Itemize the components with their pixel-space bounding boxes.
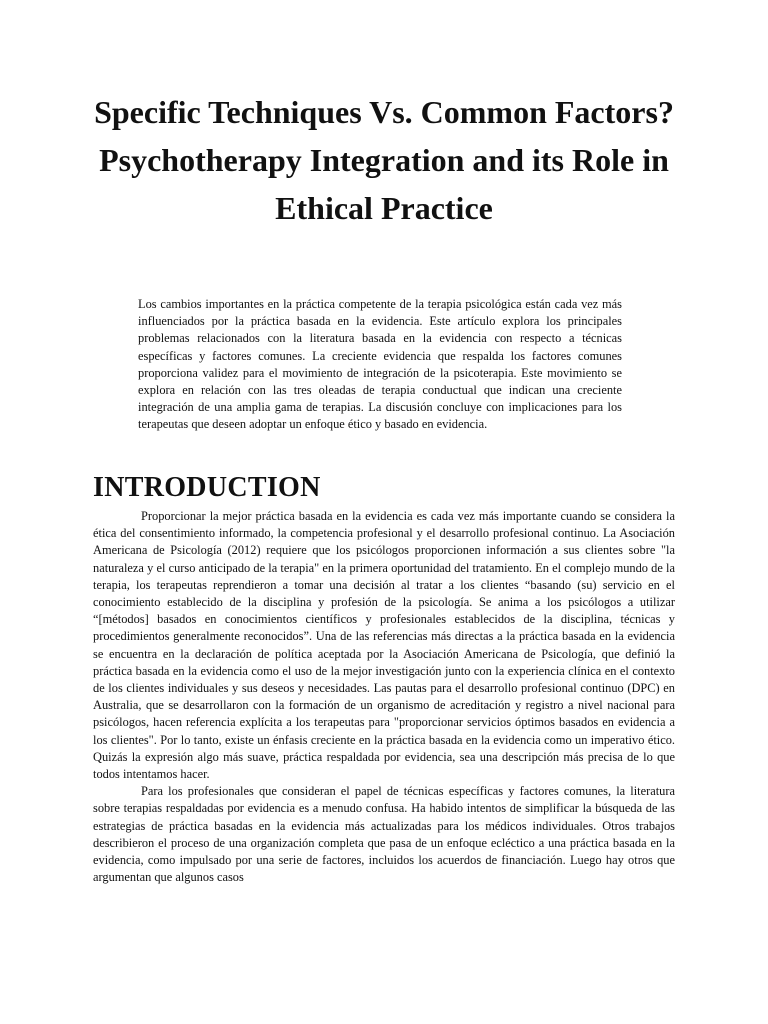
abstract: Los cambios importantes en la práctica competente de la terapia psicológica están cada vez más influenciados por la práctica basada en la evidencia. Este artículo explora los principales problemas relacionados con la literatura basada en la evidencia con respecto a técnicas específicas y factores comunes. La creciente evidencia que respalda los factores comunes proporciona validez para el movimiento de integración de la psicoterapia. Este movimiento se explora en relación con las tres oleadas de terapia conductual que indican una creciente integración de una amplia gama de terapias. La discusión concluye con implicaciones para los terapeutas que deseen adoptar un enfoque ético y basado en evidencia. — [138, 297, 622, 432]
introduction-body — [93, 508, 675, 886]
article-title: Specific Techniques Vs. Common Factors? Psychotherapy Integration and its Role in Ethical Practice — [94, 94, 674, 226]
body-paragraph: Para los profesionales que consideran el papel de técnicas específicas y factores comunes, la literatura sobre terapias respaldadas por evidencia es a menudo confusa. Ha habido intentos de simplificar la búsqueda de las estrategias de práctica basadas en la evidencia más actualizadas para los médicos individuales. Otros trabajos describieron el proceso de una organización completa que pasa de un enfoque ecléctico a una práctica basada en la evidencia, como impulsado por una serie de factores, incluidos los acuerdos de financiación. Luego hay otros que argumentan que algunos casos — [93, 784, 675, 885]
section-heading-introduction: INTRODUCTION — [93, 472, 321, 503]
body-paragraph: Proporcionar la mejor práctica basada en la evidencia es cada vez más importante cuando se considera la ética del consentimiento informado, la competencia profesional y el desarrollo profesional continuo. La Asociación Americana de Psicología (2012) requiere que los psicólogos proporcionen información a sus clientes sobre "la naturaleza y el curso anticipado de la terapia" en la primera oportunidad del tratamiento. En el complejo mundo de la terapia, los terapeutas reprendieron a tomar una decisión al tratar a los clientes “basando (su) servicio en el conocimiento establecido de la disciplina y profesión de la psicología. Se anima a los psicólogos a utilizar “[métodos] basados en conocimientos científicos y profesionales establecidos de la disciplina, técnicas y procedimientos generalmente reconocidos”. Una de las referencias más directas a la práctica basada en la evidencia se encuentra en la declaración de política aceptada por la Asociación Americana de Psicología, que definió la práctica basada en la evidencia como el uso de la mejor investigación junto con la experiencia clínica en el contexto de los clientes individuales y sus deseos y necesidades. Las pautas para el desarrollo profesional continuo (DPC) en Australia, que se desarrollaron con la formación de un organismo de acreditación y registro a nivel nacional para psicólogos, hacen referencia explícita a los terapeutas para "proporcionar servicios óptimos basados en evidencia a los clientes". Por lo tanto, existe un énfasis creciente en la práctica basada en la evidencia como un imperativo ético. Quizás la expresión algo más suave, práctica respaldada por evidencia, sea una descripción más precisa de lo que todos intentamos hacer. — [93, 509, 675, 782]
